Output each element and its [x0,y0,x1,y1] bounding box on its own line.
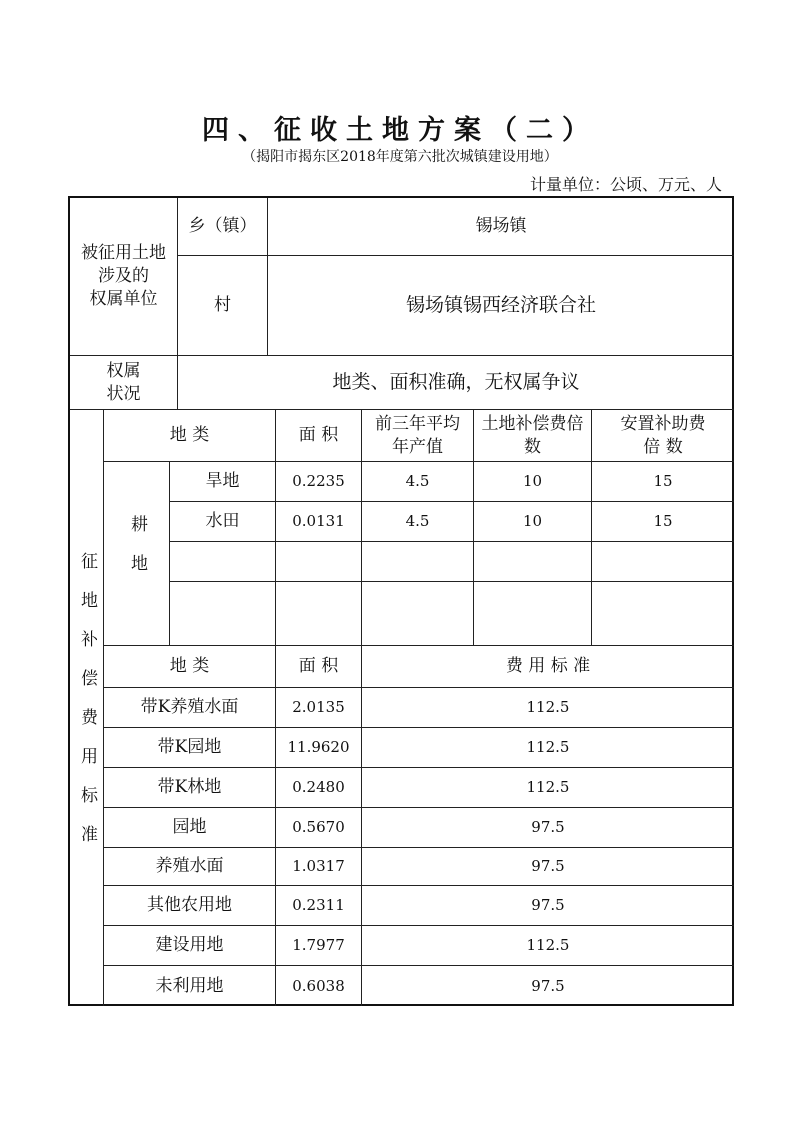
other-row-6-area: 0.2311 [276,886,362,926]
cultivated-row-2-output: 4.5 [362,502,474,542]
cultivated-row-2-comp: 10 [474,502,592,542]
township-label: 乡（镇） [178,198,268,256]
other-row-8-area: 0.6038 [276,966,362,1006]
other-row-2-area: 11.9620 [276,728,362,768]
other-row-3-standard: 112.5 [362,768,734,808]
other-row-7-area: 1.7977 [276,926,362,966]
village-label: 村 [178,256,268,356]
cultivated-row-1-comp: 10 [474,462,592,502]
other-row-4-standard: 97.5 [362,808,734,848]
other-row-7-standard: 112.5 [362,926,734,966]
cultivated-group-label: 耕地 [126,514,147,593]
cultivated-row-4-type [170,582,276,646]
ownership-header: 被征用土地 涉及的 权属单位 [70,198,178,356]
other-row-6-type: 其他农用地 [104,886,276,926]
section-label: 征地补偿费用标准 [76,552,97,864]
other-row-5-standard: 97.5 [362,848,734,886]
other-row-8-type: 未利用地 [104,966,276,1006]
other-row-5-type: 养殖水面 [104,848,276,886]
other-row-1-area: 2.0135 [276,688,362,728]
other-row-2-type: 带K园地 [104,728,276,768]
document-title: 四、征收土地方案（二） [202,115,598,146]
other-row-4-area: 0.5670 [276,808,362,848]
other-row-4-type: 园地 [104,808,276,848]
other-row-6-standard: 97.5 [362,886,734,926]
cultivated-row-4-area [276,582,362,646]
other-header-standard: 费 用 标 准 [362,646,734,688]
other-row-3-area: 0.2480 [276,768,362,808]
unit-note: 计量单位：公顷、万元、人 [529,175,722,194]
cultivated-row-3-type [170,542,276,582]
cultivated-row-4-comp [474,582,592,646]
compensation-table [68,196,734,1006]
cultivated-row-2-type: 水田 [170,502,276,542]
cultivated-row-1-resettle: 15 [592,462,734,502]
cultivated-header-avg-output: 前三年平均 年产值 [362,410,474,462]
cultivated-group-label-cell [104,462,170,646]
village-value: 锡场镇锡西经济联合社 [268,256,734,356]
cultivated-row-4-output [362,582,474,646]
other-row-3-type: 带K林地 [104,768,276,808]
cultivated-row-1-type: 旱地 [170,462,276,502]
cultivated-header-resettlement-multiple: 安置补助费 倍 数 [592,410,734,462]
other-row-1-type: 带K养殖水面 [104,688,276,728]
status-label: 权属 状况 [70,356,178,410]
status-value: 地类、面积准确，无权属争议 [178,356,734,410]
cultivated-row-3-comp [474,542,592,582]
cultivated-header-area: 面 积 [276,410,362,462]
cultivated-row-3-output [362,542,474,582]
other-row-5-area: 1.0317 [276,848,362,886]
cultivated-row-1-area: 0.2235 [276,462,362,502]
cultivated-row-3-area [276,542,362,582]
cultivated-row-1-output: 4.5 [362,462,474,502]
other-row-2-standard: 112.5 [362,728,734,768]
cultivated-row-3-resettle [592,542,734,582]
cultivated-row-2-area: 0.0131 [276,502,362,542]
cultivated-row-2-resettle: 15 [592,502,734,542]
cultivated-row-4-resettle [592,582,734,646]
other-row-1-standard: 112.5 [362,688,734,728]
township-value: 锡场镇 [268,198,734,256]
section-label-cell [70,410,104,1006]
cultivated-header-land-type: 地 类 [104,410,276,462]
cultivated-header-compensation-multiple: 土地补偿费倍 数 [474,410,592,462]
other-header-land-type: 地 类 [104,646,276,688]
other-row-8-standard: 97.5 [531,976,565,995]
other-header-area: 面 积 [276,646,362,688]
other-row-7-type: 建设用地 [104,926,276,966]
document-subtitle: （揭阳市揭东区2018年度第六批次城镇建设用地） [242,149,558,165]
